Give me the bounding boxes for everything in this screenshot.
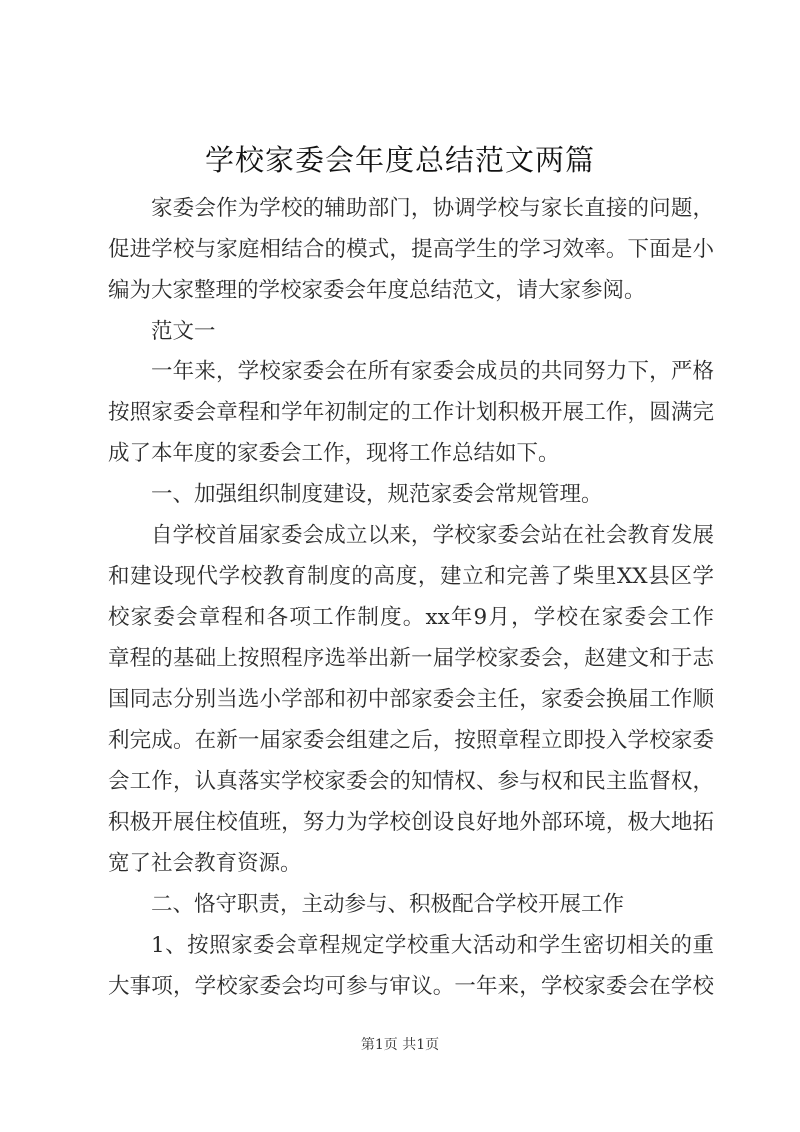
text-line: 校家委会章程和各项工作制度。xx年9月，学校在家委会工作 (108, 605, 714, 630)
text-line: 一年来，学校家委会在所有家委会成员的共同努力下，严格 (151, 359, 714, 384)
text-line: 积极开展住校值班，努力为学校创设良好地外部环境，极大地拓 (108, 810, 714, 835)
text-line: 家委会作为学校的辅助部门，协调学校与家长直接的问题， (151, 196, 714, 221)
text-line: 促进学校与家庭相结合的模式，提高学生的学习效率。下面是小 (108, 237, 714, 262)
text-line: 国同志分别当选小学部和初中部家委会主任，家委会换届工作顺 (108, 687, 714, 712)
text-line: 大事项，学校家委会均可参与审议。一年来，学校家委会在学校 (108, 974, 714, 999)
document-title: 学校家委会年度总结范文两篇 (204, 143, 595, 177)
text-line: 一、加强组织制度建设，规范家委会常规管理。 (151, 482, 603, 507)
text-line: 成了本年度的家委会工作，现将工作总结如下。 (108, 441, 560, 466)
text-line: 宽了社会教育资源。 (108, 851, 302, 876)
text-line: 会工作，认真落实学校家委会的知情权、参与权和民主监督权， (108, 769, 714, 794)
text-line: 自学校首届家委会成立以来，学校家委会站在社会教育发展 (151, 523, 714, 548)
text-line: 1、按照家委会章程规定学校重大活动和学生密切相关的重 (151, 933, 714, 958)
page-footer: 第1页 共1页 (360, 1037, 440, 1053)
text-line: 二、恪守职责，主动参与、积极配合学校开展工作 (151, 892, 625, 917)
text-line: 利完成。在新一届家委会组建之后，按照章程立即投入学校家委 (108, 728, 714, 753)
text-line: 范文一 (151, 319, 216, 344)
text-line: 按照家委会章程和学年初制定的工作计划积极开展工作，圆满完 (108, 400, 714, 425)
text-line: 章程的基础上按照程序选举出新一届学校家委会，赵建文和于志 (108, 646, 714, 671)
text-line: 编为大家整理的学校家委会年度总结范文，请大家参阅。 (108, 278, 646, 303)
text-line: 和建设现代学校教育制度的高度，建立和完善了柴里XX县区学 (108, 564, 714, 589)
